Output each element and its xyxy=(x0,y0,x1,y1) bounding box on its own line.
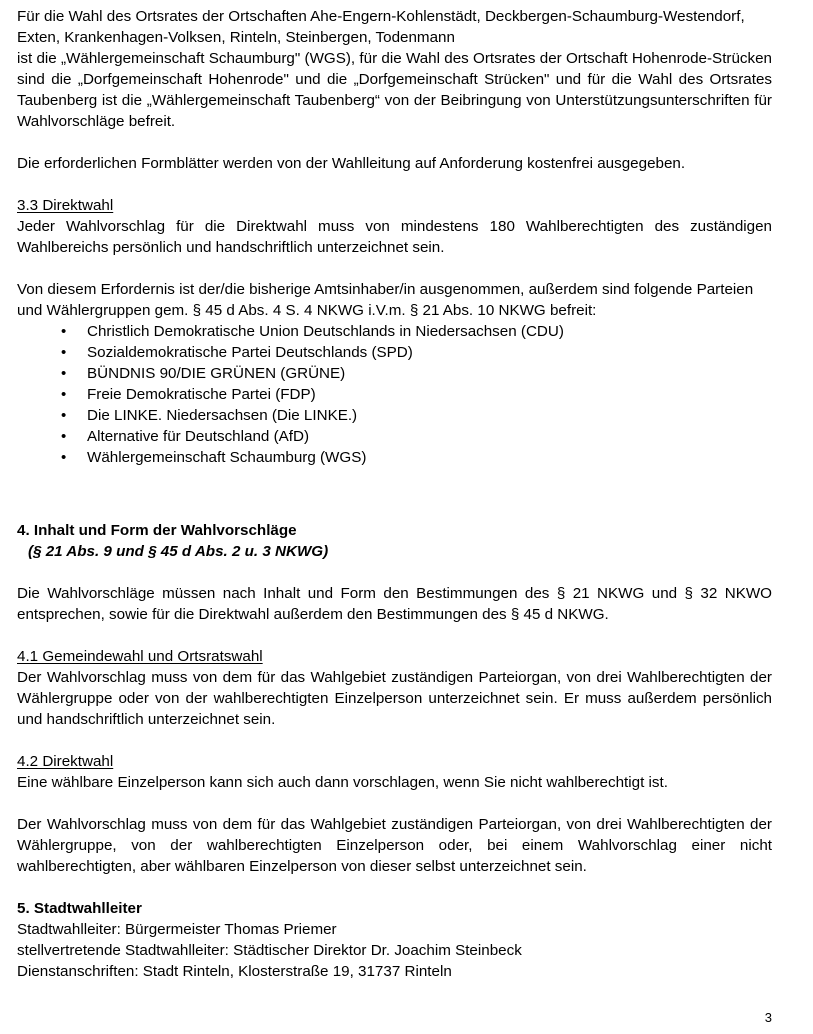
paragraph-3-3-direktwahl: Jeder Wahlvorschlag für die Direktwahl muss von mindestens 180 Wahlberechtigten des zuständigen Wahlbereichs persönlich und handschriftlich unterzeichnet sein. xyxy=(17,218,772,256)
list-item xyxy=(17,447,772,468)
bullet-icon: • xyxy=(61,407,67,424)
heading-4-2-direktwahl: 4.2 Direktwahl xyxy=(17,753,114,770)
heading-4-inhalt-und-form: 4. Inhalt und Form der Wahlvorschläge xyxy=(17,522,297,539)
list-item-label: Alternative für Deutschland (AfD) xyxy=(87,428,309,445)
heading-5-stadtwahlleiter: 5. Stadtwahlleiter xyxy=(17,900,142,917)
bullet-icon: • xyxy=(61,428,67,445)
bullet-icon: • xyxy=(61,323,67,340)
paragraph-4-2-einzelperson: Eine wählbare Einzelperson kann sich auch dann vorschlagen, wenn Sie nicht wahlberechtigt ist. xyxy=(17,774,668,791)
paragraph-waehlergemeinschaften: ist die „Wählergemeinschaft Schaumburg" (WGS), für die Wahl des Ortsrates der Ortschaft Hohenrode-Strücken sind die „Dorfgemeinschaft Hohenrode" und die „Dorfgemeinschaft Strücken" und für die Wahl des Ortsrates Taubenberg ist die „Wählergemeinschaft Taubenberg“ von der Beibringung von Unterstützungsunterschriften für Wahlvorschläge befreit. xyxy=(17,50,772,130)
spacer xyxy=(17,793,772,814)
paragraph-5-stadtwahlleiter-name: Stadtwahlleiter: Bürgermeister Thomas Priemer xyxy=(17,921,337,938)
spacer xyxy=(17,258,772,279)
paragraph-4-1-gemeindewahl: Der Wahlvorschlag muss von dem für das Wahlgebiet zuständigen Parteiorgan, von drei Wahlberechtigten der Wählergruppe oder von der wahlberechtigten Einzelperson unterzeichnet sein. Er muss außerdem persönlich und handschriftlich unterzeichnet sein. xyxy=(17,669,772,728)
heading-4-subtitle-paragraphs: (§ 21 Abs. 9 und § 45 d Abs. 2 u. 3 NKWG) xyxy=(28,543,329,560)
list-item xyxy=(17,426,772,447)
list-item-label: Christlich Demokratische Union Deutschlands in Niedersachsen (CDU) xyxy=(87,323,564,340)
paragraph-4-bestimmungen: Die Wahlvorschläge müssen nach Inhalt und Form den Bestimmungen des § 21 NKWG und § 32 NKWO entsprechen, sowie für die Direktwahl außerdem den Bestimmungen des § 45 d NKWG. xyxy=(17,585,772,623)
spacer xyxy=(17,730,772,751)
bullet-icon: • xyxy=(61,449,67,466)
bullet-icon: • xyxy=(61,365,67,382)
bullet-icon: • xyxy=(61,344,67,361)
list-item-label: Wählergemeinschaft Schaumburg (WGS) xyxy=(87,449,367,466)
heading-4-1-gemeindewahl: 4.1 Gemeindewahl und Ortsratswahl xyxy=(17,648,263,665)
spacer xyxy=(17,174,772,195)
party-list xyxy=(17,321,772,468)
paragraph-intro-ortschaften: Für die Wahl des Ortsrates der Ortschaften Ahe-Engern-Kohlenstädt, Deckbergen-Schaumburg-Westendorf, Exten, Krankenhagen-Volksen, Rinteln, Steinbergen, Todenmann xyxy=(17,8,745,46)
list-item-label: BÜNDNIS 90/DIE GRÜNEN (GRÜNE) xyxy=(87,365,346,382)
spacer xyxy=(17,489,772,510)
spacer xyxy=(17,625,772,646)
page-number: 3 xyxy=(764,1010,772,1025)
spacer xyxy=(17,468,772,489)
paragraph-5-dienstanschriften: Dienstanschriften: Stadt Rinteln, Klosterstraße 19, 31737 Rinteln xyxy=(17,963,452,980)
paragraph-5-stellvertreter: stellvertretende Stadtwahlleiter: Städtischer Direktor Dr. Joachim Steinbeck xyxy=(17,942,522,959)
heading-3-3-direktwahl: 3.3 Direktwahl xyxy=(17,197,114,214)
list-item xyxy=(17,363,772,384)
spacer xyxy=(17,562,772,583)
list-item xyxy=(17,384,772,405)
list-item xyxy=(17,321,772,342)
spacer xyxy=(17,132,772,153)
paragraph-4-2-wahlvorschlag: Der Wahlvorschlag muss von dem für das Wahlgebiet zuständigen Parteiorgan, von drei Wahlberechtigten der Wählergruppe, von der wahlberechtigten Einzelperson oder, bei einem Wahlvorschlag einer nicht wahlberechtigten, aber wählbaren Einzelperson von dieser selbst unterzeichnet sein. xyxy=(17,816,772,875)
bullet-icon: • xyxy=(61,386,67,403)
list-item xyxy=(17,342,772,363)
list-item-label: Freie Demokratische Partei (FDP) xyxy=(87,386,316,403)
paragraph-formblaetter: Die erforderlichen Formblätter werden von der Wahlleitung auf Anforderung kostenfrei ausgegeben. xyxy=(17,155,686,172)
paragraph-erfordernis-befreit: Von diesem Erfordernis ist der/die bisherige Amtsinhaber/in ausgenommen, außerdem sind folgende Parteien und Wählergruppen gem. § 45 d Abs. 4 S. 4 NKWG i.V.m. § 21 Abs. 10 NKWG befreit: xyxy=(17,281,754,319)
spacer xyxy=(17,877,772,898)
list-item xyxy=(17,405,772,426)
spacer xyxy=(17,510,772,520)
list-item-label: Sozialdemokratische Partei Deutschlands (SPD) xyxy=(87,344,413,361)
list-item-label: Die LINKE. Niedersachsen (Die LINKE.) xyxy=(87,407,358,424)
